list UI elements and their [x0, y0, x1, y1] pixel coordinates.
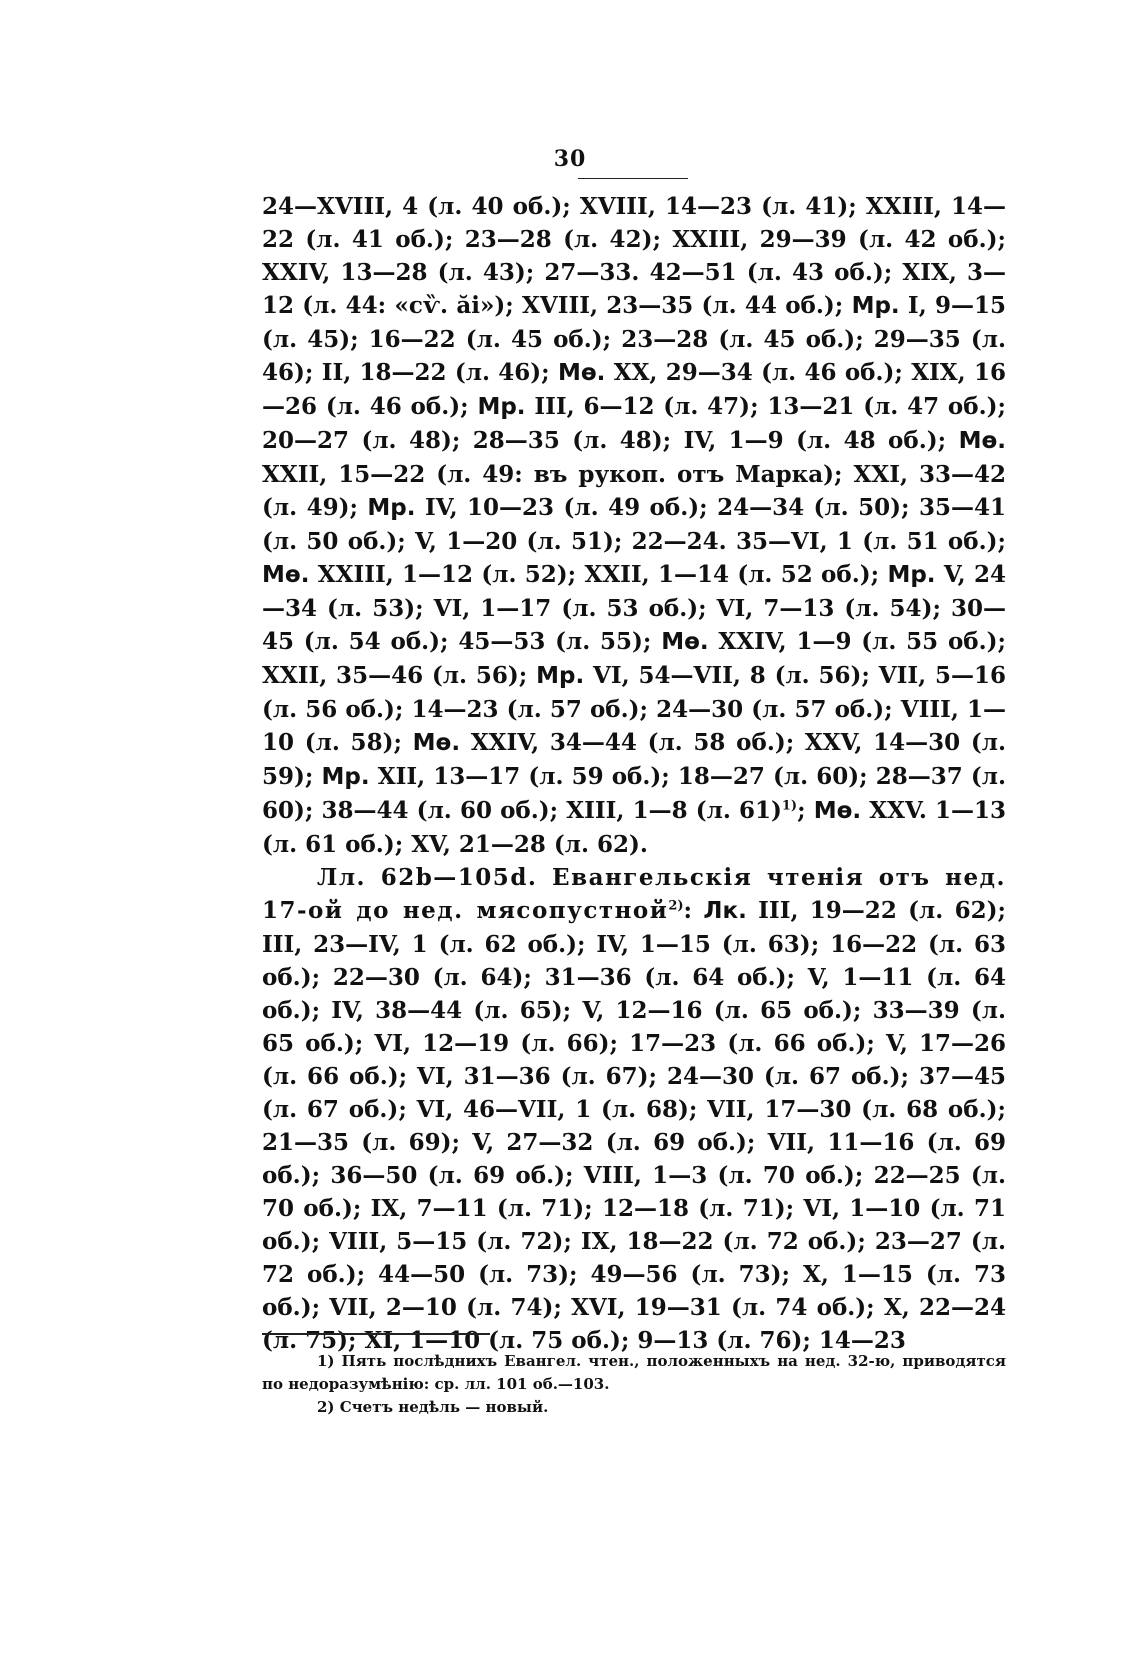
text-run: 24—XVIII, 4 (л. 40 об.); XVIII, 14—23 (л. 41); XXIII, 14—22 (л. 41 об.); 23—28 (л. 42); XXIII, 29—39 (л. 42 об.); XXIV, 13—28 (л. 43); 27—33. 42—51 (л. 43 об.); XIX, 3—12 (л. 44: «сѷ. ӑі»); XVIII, 23—35 (л. 44 об.);: [262, 193, 1006, 319]
page-number-rule: [578, 178, 688, 179]
footnotes: [262, 1350, 1006, 1419]
text-run: V, 24—34 (л. 53); VI, 1—17 (л. 53 об.); VI, 7—13 (л. 54); 30—45 (л. 54 об.); 45—53 (л. 55);: [262, 561, 1006, 655]
text-run: VI, 54—VII, 8 (л. 56); VII, 5—16 (л. 56 об.); 14—23 (л. 57 об.); 24—30 (л. 57 об.); VIII, 1—10 (л. 58);: [262, 662, 1006, 756]
book-abbrev-matthew: Мѳ.: [557, 360, 606, 386]
paragraph-2: [262, 861, 1006, 1357]
text-run: IV, 10—23 (л. 49 об.); 24—34 (л. 50); 35—41 (л. 50 об.); V, 1—20 (л. 51); 22—24. 35—VI, 1 (л. 51 об.);: [262, 494, 1006, 555]
book-abbrev-mark: Мр.: [851, 293, 900, 319]
footnote-2: 2) Счетъ недѣль — новый.: [317, 1398, 549, 1416]
footnote-ref-1: 1): [781, 798, 798, 814]
footnote-1: 1) Пять послѣднихъ Евангел. чтен., положенныхъ на нед. 32-ю, приводятся по недоразумѣнію: ср. лл. 101 об.—103.: [262, 1352, 1006, 1393]
body-text: [262, 190, 1006, 1357]
paragraph-1: [262, 190, 1006, 861]
text-run: :: [683, 897, 704, 924]
book-abbrev-matthew: Мѳ.: [958, 428, 1006, 454]
footnote-rule: [262, 1333, 490, 1335]
book-abbrev-mark: Мр.: [321, 764, 370, 790]
footnote-ref-2: 2): [668, 898, 684, 914]
text-run: ;: [797, 797, 814, 824]
book-abbrev-mark: Мр.: [367, 495, 416, 521]
page-number: 30: [553, 146, 587, 172]
book-abbrev-matthew: Мѳ.: [412, 730, 461, 756]
text-run: XXII, 15—22 (л. 49: въ рукоп. отъ Марка); XXI, 33—42 (л. 49);: [262, 461, 1006, 521]
text-run: XXIII, 1—12 (л. 52); XXII, 1—14 (л. 52 об.);: [309, 561, 888, 588]
book-abbrev-matthew: Мѳ.: [813, 798, 862, 824]
text-run: XXV. 1—13 (л. 61 об.); XV, 21—28 (л. 62).: [262, 797, 1006, 858]
text-run: I, 9—15 (л. 45); 16—22 (л. 45 об.); 23—28 (л. 45 об.); 29—35 (л. 46); II, 18—22 (л. 46);: [262, 292, 1006, 386]
text-run: XII, 13—17 (л. 59 об.); 18—27 (л. 60); 28—37 (л. 60); 38—44 (л. 60 об.); XIII, 1—8 (л. 61): [262, 763, 1006, 824]
book-abbrev-mark: Мр.: [477, 394, 526, 420]
book-abbrev-matthew: Мѳ.: [262, 562, 310, 588]
text-run: III, 6—12 (л. 47); 13—21 (л. 47 об.); 20—27 (л. 48); 28—35 (л. 48); IV, 1—9 (л. 48 об.);: [262, 393, 1006, 454]
text-run: III, 19—22 (л. 62); III, 23—IV, 1 (л. 62 об.); IV, 1—15 (л. 63); 16—22 (л. 63 об.); 22—30 (л. 64); 31—36 (л. 64 об.); V, 1—11 (л. 64 об.); IV, 38—44 (л. 65); V, 12—16 (л. 65 об.); 33—39 (л. 65 об.); VI, 12—19 (л. 66); 17—23 (л. 66 об.); V, 17—26 (л. 66 об.); VI, 31—36 (л. 67); 24—30 (л. 67 об.); 37—45 (л. 67 об.); VI, 46—VII, 1 (л. 68); VII, 17—30 (л. 68 об.); 21—35 (л. 69); V, 27—32 (л. 69 об.); VII, 11—16 (л. 69 об.); 36—50 (л. 69 об.); VIII, 1—3 (л. 70 об.); 22—25 (л. 70 об.); IX, 7—11 (л. 71); 12—18 (л. 71); VI, 1—10 (л. 71 об.); VIII, 5—15 (л. 72); IX, 18—22 (л. 72 об.); 23—27 (л. 72 об.); 44—50 (л. 73); 49—56 (л. 73); X, 1—15 (л. 73 об.); VII, 2—10 (л. 74); XVI, 19—31 (л. 74 об.); X, 22—24 (л. 75); XI, 1—10 (л. 75 об.); 9—13 (л. 76); 14—23: [262, 897, 1006, 1354]
text-run: XXIV, 34—44 (л. 58 об.); XXV, 14—30 (л. 59);: [262, 729, 1007, 790]
book-abbrev-matthew: Мѳ.: [661, 629, 709, 655]
text-run: XXIV, 1—9 (л. 55 об.); XXII, 35—46 (л. 56);: [262, 628, 1007, 689]
book-abbrev-luke: Лк.: [703, 898, 747, 924]
book-abbrev-mark: Мр.: [887, 562, 936, 588]
section-heading: Лл. 62b—105d. Евангельскія чтенія отъ нед. 17-ой до нед. мясопустной: [262, 864, 1006, 924]
text-run: XX, 29—34 (л. 46 об.); XIX, 16—26 (л. 46 об.);: [262, 359, 1006, 420]
book-abbrev-mark: Мр.: [536, 663, 585, 689]
